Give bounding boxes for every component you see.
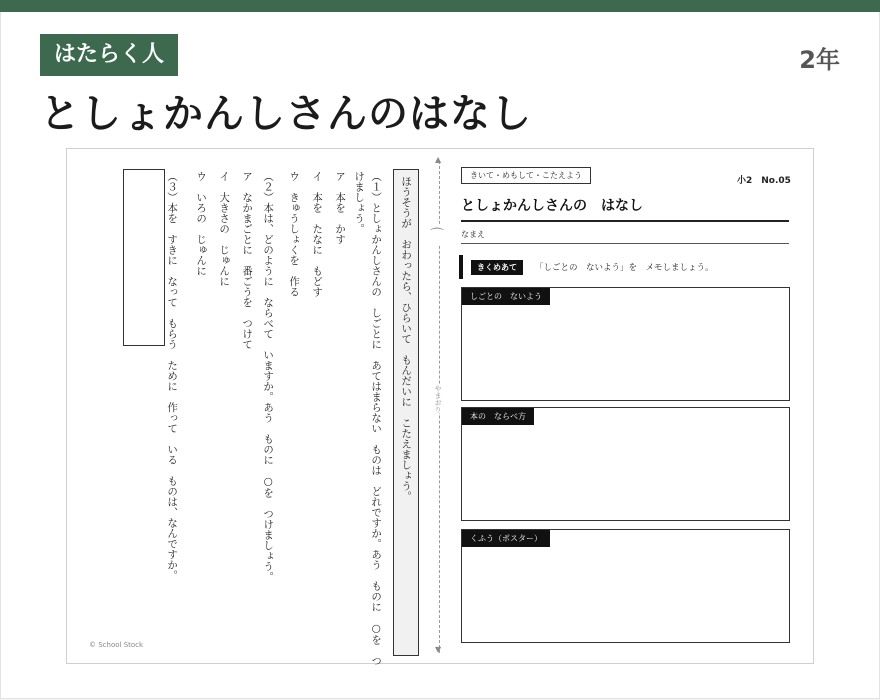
grade-label: 2年 xyxy=(799,46,840,74)
copyright: © School Stock xyxy=(89,641,144,649)
fold-label: やまおり xyxy=(434,385,442,413)
question-1: （１）としょかんしさんの しごとに あてはまらない ものは どれですか。あう ものに ○を つ xyxy=(370,171,383,666)
question-1-option-i: イ 本を たなに もどす xyxy=(311,171,324,297)
question-2-option-a: ア なかまごとに 番ごうを つけて xyxy=(241,171,254,350)
doc-number: 小2 No.05 xyxy=(737,176,791,186)
top-accent-bar xyxy=(0,0,880,12)
task-text: 「しごとの ないよう」を メモしましょう。 xyxy=(535,263,714,273)
question-1-option-a: ア 本を かす xyxy=(334,171,347,245)
memo-label: くふう（ポスター） xyxy=(462,530,550,547)
page-title: としょかんしさんのはなし xyxy=(40,91,532,137)
worksheet-subtitle: きいて・めもして・こたえよう xyxy=(461,167,591,184)
worksheet-title: としょかんしさんの はなし xyxy=(461,195,789,222)
instruction-text: ほうそうが おわったら、ひらいて もんだいに こたえましょう。 xyxy=(400,176,413,502)
fold-icon: ⌒ xyxy=(430,225,444,245)
name-field xyxy=(461,229,789,244)
answer-box xyxy=(123,169,165,346)
question-1-continued: けましょう。 xyxy=(353,171,366,234)
instruction-box xyxy=(393,169,419,656)
question-2-option-i: イ 大きさの じゅんに xyxy=(218,171,231,287)
fold-arrow-up-icon: ▲ xyxy=(435,155,442,164)
question-1-option-u: ウ きゅうしょくを 作る xyxy=(288,171,301,297)
task-row xyxy=(459,255,791,279)
question-2-option-u: ウ いろの じゅんに xyxy=(195,171,208,276)
task-badge: きくめあて xyxy=(471,260,523,275)
category-badge: はたらく人 xyxy=(40,34,178,76)
name-label: なまえ xyxy=(461,230,485,239)
memo-box-content xyxy=(461,287,790,401)
memo-box-poster xyxy=(461,529,790,643)
fold-arrow-down-icon: ▼ xyxy=(435,645,442,654)
question-3: （３）本を すきに なって もらう ために 作って いる ものは、なんですか。 xyxy=(166,171,179,581)
memo-box-arrangement xyxy=(461,407,790,521)
worksheet-preview xyxy=(66,148,814,664)
question-2: （２）本は、どのように ならべて いますか。あう ものに ○を つけましょう。 xyxy=(262,171,275,582)
memo-label: 本の ならべ方 xyxy=(462,408,534,425)
memo-label: しごとの ないよう xyxy=(462,288,550,305)
